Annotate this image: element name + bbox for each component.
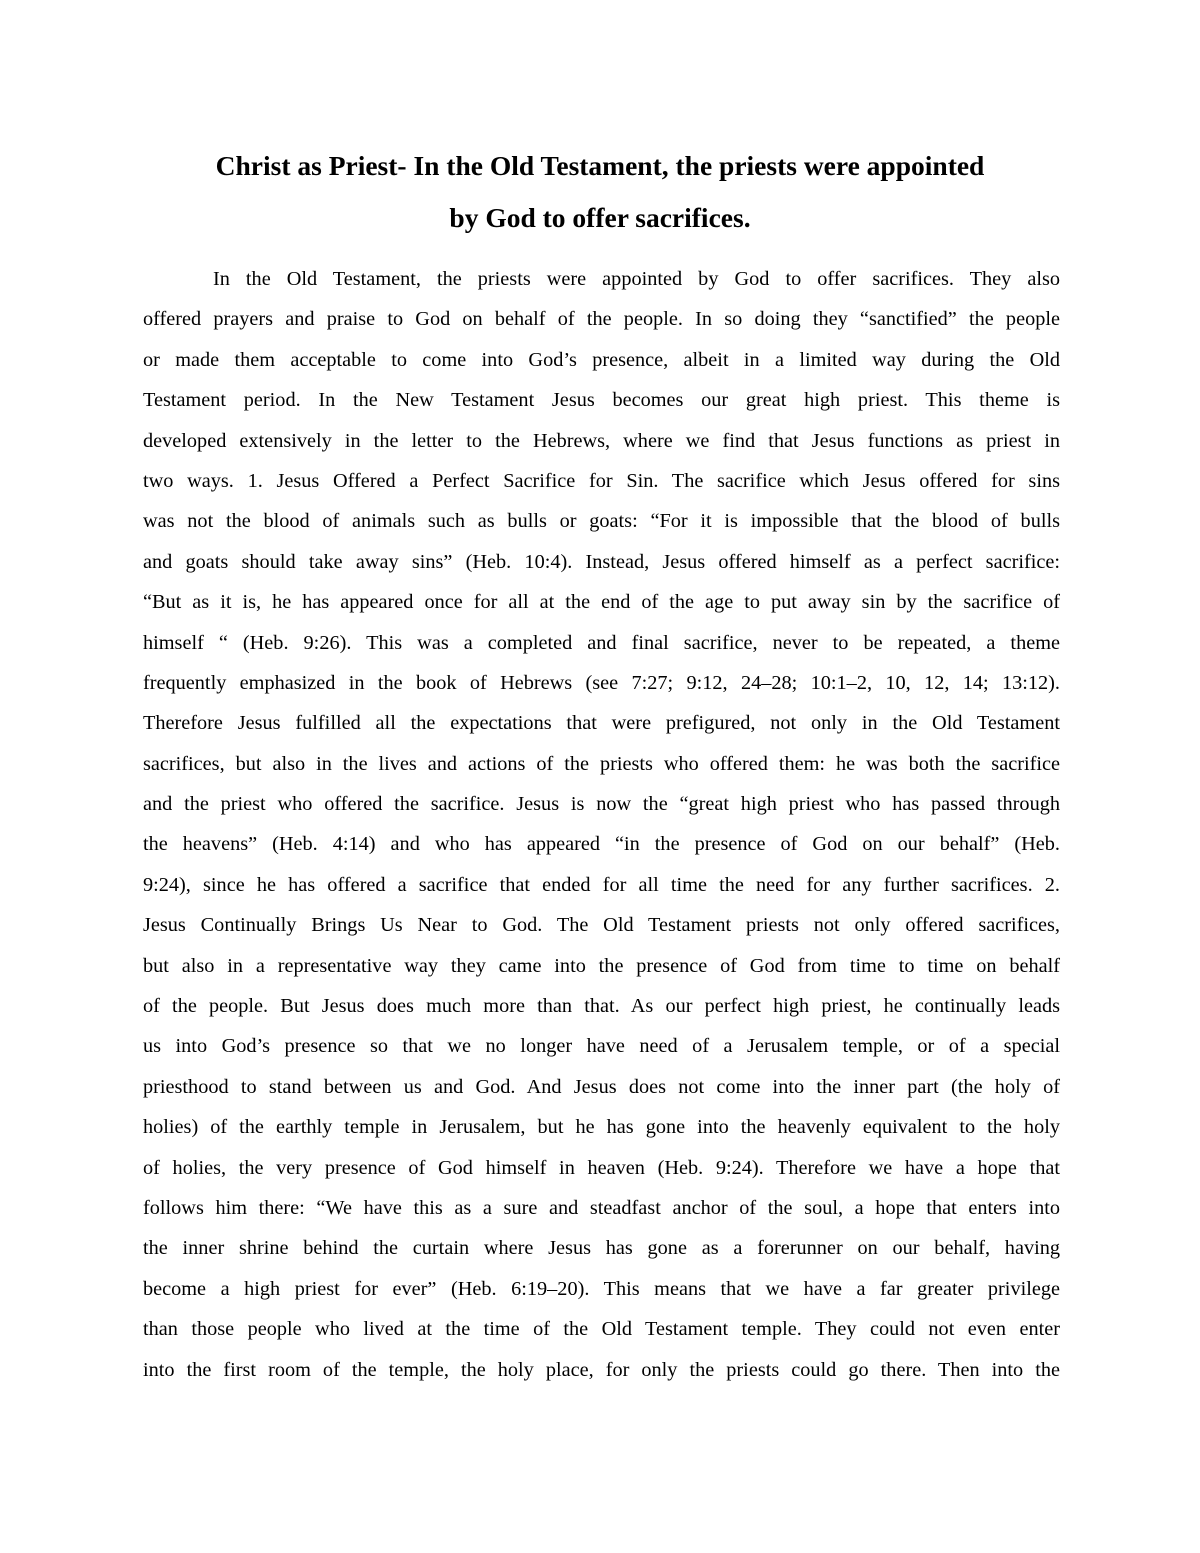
body-line: and goats should take away sins” (Heb. 10:4). Instead, Jesus offered himself as a perfect sacrifice: xyxy=(143,550,1060,573)
body-line: than those people who lived at the time of the Old Testament temple. They could not even enter xyxy=(143,1318,1060,1341)
document-title xyxy=(110,140,1090,244)
body-line: Therefore Jesus fulfilled all the expectations that were prefigured, not only in the Old Testament xyxy=(143,712,1060,735)
body-line: frequently emphasized in the book of Hebrews (see 7:27; 9:12, 24–28; 10:1–2, 10, 12, 14; 13:12). xyxy=(143,671,1060,694)
body-line: but also in a representative way they came into the presence of God from time to time on behalf xyxy=(143,954,1060,977)
body-line: 9:24), since he has offered a sacrifice that ended for all time the need for any further sacrifices. 2. xyxy=(143,873,1060,896)
body-line: In the Old Testament, the priests were appointed by God to offer sacrifices. They also xyxy=(213,268,1060,290)
body-line: Testament period. In the New Testament Jesus becomes our great high priest. This theme is xyxy=(143,389,1060,412)
body-line: of holies, the very presence of God himself in heaven (Heb. 9:24). Therefore we have a hope that xyxy=(143,1156,1060,1179)
body-line: into the first room of the temple, the holy place, for only the priests could go there. Then into the xyxy=(143,1358,1060,1381)
body-line: himself “ (Heb. 9:26). This was a completed and final sacrifice, never to be repeated, a theme xyxy=(143,631,1060,654)
body-line: holies) of the earthly temple in Jerusalem, but he has gone into the heavenly equivalent to the holy xyxy=(143,1116,1060,1139)
body-line: become a high priest for ever” (Heb. 6:19–20). This means that we have a far greater privilege xyxy=(143,1277,1060,1300)
body-line: the inner shrine behind the curtain where Jesus has gone as a forerunner on our behalf, having xyxy=(143,1237,1060,1260)
body-line: developed extensively in the letter to the Hebrews, where we find that Jesus functions as priest in xyxy=(143,429,1060,452)
body-line: was not the blood of animals such as bulls or goats: “For it is impossible that the blood of bulls xyxy=(143,510,1060,533)
title-line: Christ as Priest- In the Old Testament, the priests were appointed xyxy=(215,150,985,181)
document-body xyxy=(143,259,1060,1390)
body-line: two ways. 1. Jesus Offered a Perfect Sacrifice for Sin. The sacrifice which Jesus offered for sins xyxy=(143,469,1060,492)
body-line: the heavens” (Heb. 4:14) and who has appeared “in the presence of God on our behalf” (Heb. xyxy=(143,833,1060,856)
body-line: of the people. But Jesus does much more than that. As our perfect high priest, he continually leads xyxy=(143,995,1060,1018)
body-line: offered prayers and praise to God on behalf of the people. In so doing they “sanctified” the people xyxy=(143,308,1060,331)
body-line: follows him there: “We have this as a sure and steadfast anchor of the soul, a hope that enters into xyxy=(143,1196,1060,1219)
body-line: or made them acceptable to come into God’s presence, albeit in a limited way during the Old xyxy=(143,348,1060,371)
body-line: and the priest who offered the sacrifice. Jesus is now the “great high priest who has passed through xyxy=(143,793,1060,816)
title-line: by God to offer sacrifices. xyxy=(449,202,751,233)
body-line: us into God’s presence so that we no longer have need of a Jerusalem temple, or of a special xyxy=(143,1035,1060,1058)
body-line: priesthood to stand between us and God. And Jesus does not come into the inner part (the holy of xyxy=(143,1075,1060,1098)
body-line: “But as it is, he has appeared once for all at the end of the age to put away sin by the sacrifice of xyxy=(143,591,1060,614)
body-line: sacrifices, but also in the lives and actions of the priests who offered them: he was both the sacrifice xyxy=(143,752,1060,775)
body-line: Jesus Continually Brings Us Near to God. The Old Testament priests not only offered sacrifices, xyxy=(143,914,1060,937)
